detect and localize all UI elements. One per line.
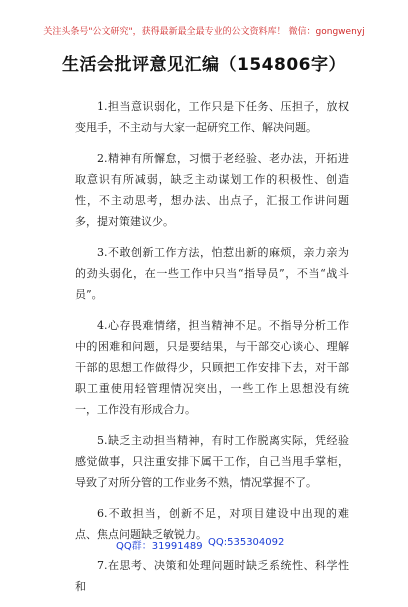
paragraph-6: 6.不敢担当，创新不足，对项目建设中出现的难点、焦点问题缺乏敏锐力。 (75, 507, 349, 541)
paragraph-4: 4.心存畏难情绪，担当精神不足。不指导分析工作中的困难和问题，只是要结果，与干部交心谈心、理解干部的思想工作做得少，只顾把工作安排下去，对干部职工重使用轻管理情况突出，一些工作上思想没有统一，工作没有形成合力。 (75, 319, 349, 416)
footer-qq-number: QQ:535304092 (208, 537, 285, 548)
paragraph-1: 1.担当意识弱化，工作只是下任务、压担子，放权变甩手，不主动与大家一起研究工作、解决问题。 (75, 100, 349, 134)
paragraph-7: 7.在思考、决策和处理问题时缺乏系统性、科学性和 (75, 559, 349, 593)
paragraph-3: 3.不敢创新工作方法，怕惹出新的麻烦，亲力亲为的劲头弱化，在一些工作中只当“指导员”，不当“战斗员”。 (75, 246, 349, 301)
paragraph-5: 5.缺乏主动担当精神，有时工作脱离实际，凭经验感觉做事，只注重安排下属干工作，自己当甩手掌柜，导致了对所分管的工作业务不熟，情况掌握不了。 (75, 434, 349, 489)
page-title: 生活会批评意见汇编（154806字） (62, 55, 346, 75)
paragraph-2: 2.精神有所懈怠，习惯于老经验、老办法，开拓进取意识有所减弱，缺乏主动谋划工作的积极性、创造性，不主动思考，想办法、出点子，汇报工作讲问题多，提对策建议少。 (75, 152, 349, 228)
document-body (75, 96, 349, 607)
header-promo-note: 关注头条号"公文研究"，获得最新最全最专业的公文资料库！ 微信：gongwenyj (43, 27, 365, 37)
footer-qq-group: QQ群：31991489 (116, 541, 203, 552)
